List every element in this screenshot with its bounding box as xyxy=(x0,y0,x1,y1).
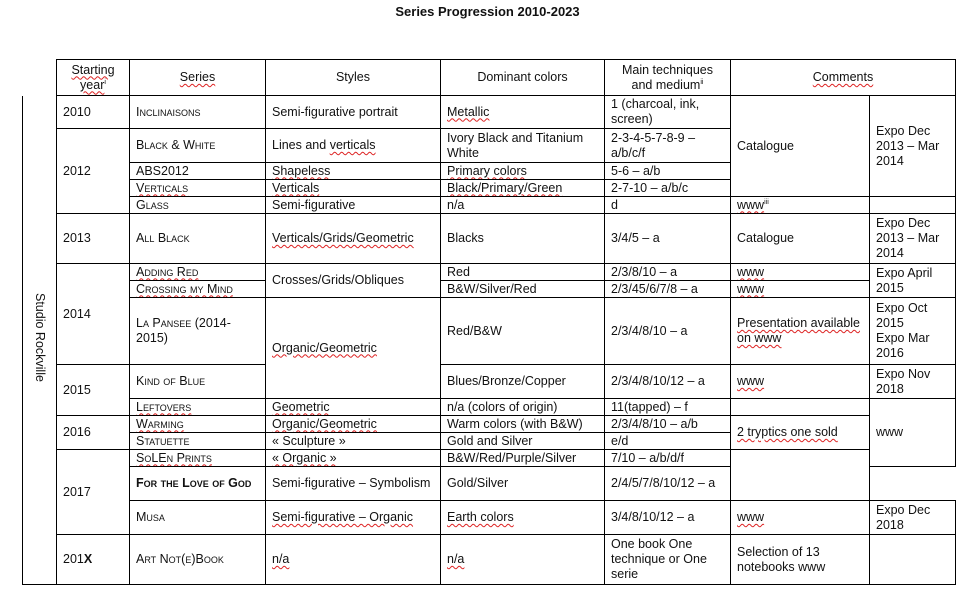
colors-cell: Blues/Bronze/Copper xyxy=(441,365,605,399)
comment-cell: www xyxy=(731,281,870,298)
table-row xyxy=(23,399,956,416)
expo-oct-2015: Expo Oct 2015 xyxy=(876,301,928,330)
tech-cell: 2/3/8/10 – a xyxy=(605,264,731,281)
colors-cell: Red/B&W xyxy=(441,298,605,365)
tech-cell: 3/4/8/10/12 – a xyxy=(605,501,731,535)
header-row xyxy=(23,60,956,96)
comment-cell: www$^{iii}$ xyxy=(731,197,870,214)
header-styles: Styles xyxy=(266,60,441,96)
colors-cell: Metallic xyxy=(441,96,605,129)
style-cell: Crosses/Grids/Obliques xyxy=(266,264,441,298)
header-year: Starting year$^i$ xyxy=(57,60,130,96)
colors-cell: Warm colors (with B&W) xyxy=(441,416,605,433)
comment-cell xyxy=(731,450,870,501)
style-cell: Semi-figurative xyxy=(266,197,441,214)
expo-cell xyxy=(870,197,956,214)
tech-cell: e/d xyxy=(605,433,731,450)
header-colors: Dominant colors xyxy=(441,60,605,96)
style-cell: Lines and verticals xyxy=(266,129,441,163)
header-comments: Comments xyxy=(731,60,956,96)
style-cell: Semi-figurative – Symbolism xyxy=(266,467,441,501)
style-cell: Verticals/Grids/Geometric xyxy=(266,214,441,264)
table-row xyxy=(23,96,956,129)
year-cell: 201X xyxy=(57,535,130,585)
series-cell: ABS2012 xyxy=(130,163,266,180)
tech-cell: 3/4/5 – a xyxy=(605,214,731,264)
table-row xyxy=(23,298,956,365)
table-row xyxy=(23,416,956,433)
table-row xyxy=(23,501,956,535)
year-cell: 2015 xyxy=(57,365,130,416)
colors-cell: n/a (colors of origin) xyxy=(441,399,605,416)
style-cell: Geometric xyxy=(266,399,441,416)
expo-cell: Expo Dec 2013 – Mar 2014 xyxy=(870,214,956,264)
tech-cell: 2-7-10 – a/b/c xyxy=(605,180,731,197)
year-cell: 2012 xyxy=(57,129,130,214)
tech-cell: 2/3/4/8/10 – a xyxy=(605,298,731,365)
series-cell: Art Not(e)Book xyxy=(130,535,266,585)
style-cell: Semi-figurative portrait xyxy=(266,96,441,129)
expo-cell xyxy=(870,298,956,365)
tech-cell: 2/3/4/8/10 – a/b xyxy=(605,416,731,433)
comment-cell: www xyxy=(731,264,870,281)
tech-cell: 11(tapped) – f xyxy=(605,399,731,416)
expo-cell: Expo Nov 2018 xyxy=(870,365,956,399)
series-cell: Warming xyxy=(130,416,266,433)
series-cell: Kind of Blue xyxy=(130,365,266,399)
year-cell: 2017 xyxy=(57,450,130,535)
series-cell: All Black xyxy=(130,214,266,264)
table-row xyxy=(23,214,956,264)
style-cell: Shapeless xyxy=(266,163,441,180)
series-cell: Inclinaisons xyxy=(130,96,266,129)
colors-cell: n/a xyxy=(441,535,605,585)
comment-cell: Catalogue xyxy=(731,96,870,197)
comment-cell: Presentation available on www xyxy=(731,298,870,365)
year-cell: 2016 xyxy=(57,416,130,450)
series-cell: Black & White xyxy=(130,129,266,163)
series-table xyxy=(22,59,956,585)
colors-cell: B&W/Silver/Red xyxy=(441,281,605,298)
comment-cell: Catalogue xyxy=(731,214,870,264)
tech-cell: d xyxy=(605,197,731,214)
table-row xyxy=(23,281,956,298)
series-cell: Adding Red xyxy=(130,264,266,281)
colors-cell: Black/Primary/Green xyxy=(441,180,605,197)
expo-cell: Expo Dec 2018 xyxy=(870,501,956,535)
header-techniques: Main techniques and medium$^{ii}$ xyxy=(605,60,731,96)
corner-cell xyxy=(23,60,57,96)
style-cell: Verticals xyxy=(266,180,441,197)
style-cell: « Sculpture » xyxy=(266,433,441,450)
year-cell: 2013 xyxy=(57,214,130,264)
colors-cell: Gold and Silver xyxy=(441,433,605,450)
tech-cell: 7/10 – a/b/d/f xyxy=(605,450,731,467)
table-row xyxy=(23,264,956,281)
series-cell: Leftovers xyxy=(130,399,266,416)
colors-cell: Primary colors xyxy=(441,163,605,180)
colors-cell: Gold/Silver xyxy=(441,467,605,501)
expo-cell: Expo April 2015 xyxy=(870,264,956,298)
table-row xyxy=(23,365,956,399)
colors-cell: Red xyxy=(441,264,605,281)
series-cell: SoLEn Prints xyxy=(130,450,266,467)
year-cell: 2014 xyxy=(57,264,130,365)
table-row xyxy=(23,535,956,585)
tech-cell: 2-3-4-5-7-8-9 – a/b/c/f xyxy=(605,129,731,163)
table-row xyxy=(23,197,956,214)
comment-cell: www xyxy=(731,501,870,535)
colors-cell: B&W/Red/Purple/Silver xyxy=(441,450,605,467)
colors-cell: Blacks xyxy=(441,214,605,264)
header-series: Series xyxy=(130,60,266,96)
tech-cell: 2/3/45/6/7/8 – a xyxy=(605,281,731,298)
series-cell: Musa xyxy=(130,501,266,535)
colors-cell: Ivory Black and Titanium White xyxy=(441,129,605,163)
colors-cell: Earth colors xyxy=(441,501,605,535)
tech-cell: 1 (charcoal, ink, screen) xyxy=(605,96,731,129)
comment-cell: www xyxy=(731,365,870,399)
tech-cell: 5-6 – a/b xyxy=(605,163,731,180)
comment-cell: 2 tryptics one sold xyxy=(731,416,870,450)
style-cell: Organic/Geometric xyxy=(266,298,441,399)
comment-cell: Selection of 13 notebooks www xyxy=(731,535,870,585)
expo-cell: www xyxy=(870,399,956,467)
tech-cell: 2/4/5/7/8/10/12 – a xyxy=(605,467,731,501)
series-cell: Glass xyxy=(130,197,266,214)
series-cell: Statuette xyxy=(130,433,266,450)
expo-cell: Expo Dec 2013 – Mar 2014 xyxy=(870,96,956,197)
series-cell: Verticals xyxy=(130,180,266,197)
document-title: Series Progression 2010-2023 xyxy=(395,4,580,19)
style-cell: Organic/Geometric xyxy=(266,416,441,433)
studio-label: Studio Rockville xyxy=(23,96,57,585)
table-row xyxy=(23,450,956,467)
colors-cell: n/a xyxy=(441,197,605,214)
style-cell: « Organic » xyxy=(266,450,441,467)
comment-cell xyxy=(731,399,870,416)
style-cell: n/a xyxy=(266,535,441,585)
series-cell: For the Love of God xyxy=(130,467,266,501)
expo-mar-2016: Expo Mar 2016 xyxy=(876,331,930,360)
series-cell: La Pansee (2014-2015) xyxy=(130,298,266,365)
tech-cell: 2/3/4/8/10/12 – a xyxy=(605,365,731,399)
series-cell: Crossing my Mind xyxy=(130,281,266,298)
tech-cell: One book One technique or One serie xyxy=(605,535,731,585)
expo-cell xyxy=(870,535,956,585)
year-cell: 2010 xyxy=(57,96,130,129)
style-cell: Semi-figurative – Organic xyxy=(266,501,441,535)
